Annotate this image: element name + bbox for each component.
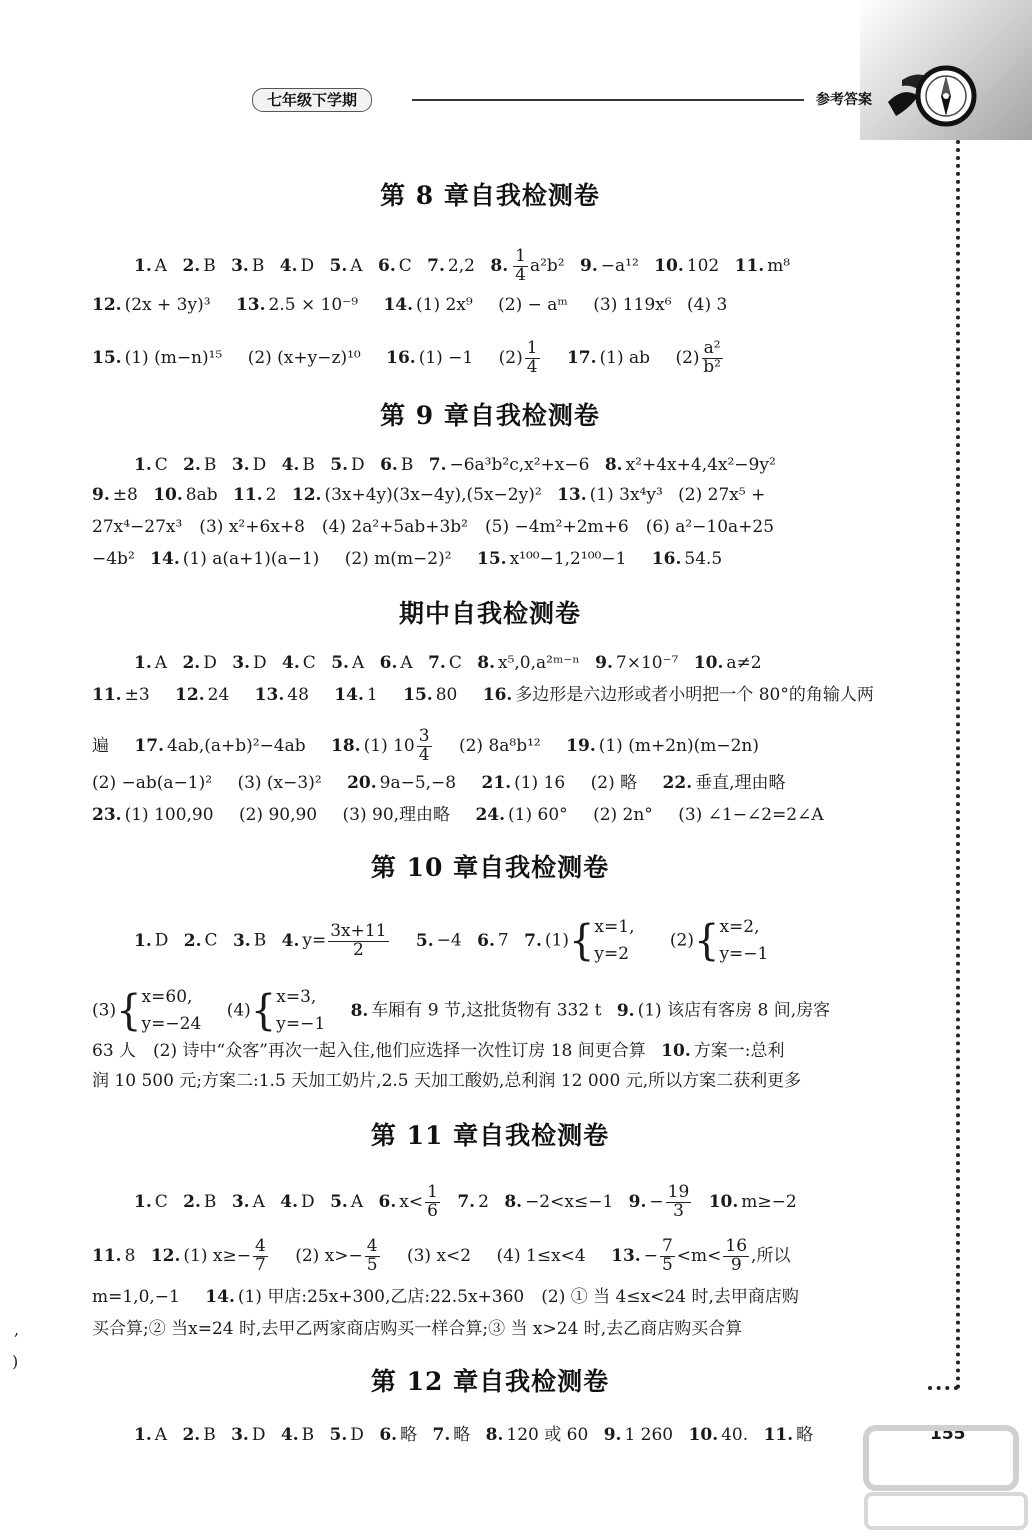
answer-line: 11. 8 12. (1) x≥− $\frac{4}{7}$ (2) x>− $\frac{4}{5}$ (3) x<2 (4) 1≤x<4 13. − $\frac{7}{5}$ <m< $\frac{16}{9}$ ,所以 bbox=[92, 1236, 791, 1275]
answer-line: (2) −ab(a−1)² (3) (x−3)² 20. 9a−5,−8 21. (1) 16 (2) 略 22. 垂直,理由略 bbox=[92, 773, 786, 793]
answer-line: 11. ±3 12. 24 13. 48 14. 1 15. 80 16. 多边形是六边形或者小明把一个 80°的角输人两 bbox=[92, 685, 874, 705]
answer-line: 润 10 500 元;方案二:1.5 天加工奶片,2.5 天加工酸奶,总利润 12 000 元,所以方案二获利更多 bbox=[92, 1071, 802, 1091]
compass-runner-icon bbox=[884, 56, 984, 136]
fraction: $\frac{3}{4}$ bbox=[418, 726, 430, 765]
answer-line: 9. ±8 10. 8ab 11. 2 12. (3x+4y)(3x−4y),(5x−2y)² 13. (1) 3x⁴y³ (2) 27x⁵ + bbox=[92, 485, 766, 505]
watermark-logo bbox=[860, 1420, 1032, 1536]
answer-line: −4b² 14. (1) a(a+1)(a−1) (2) m(m−2)² 15. x¹⁰⁰−1,2¹⁰⁰−1 16. 54.5 bbox=[92, 549, 723, 569]
equation-system: x=2, y=−1 bbox=[719, 917, 769, 965]
page-number: 155 bbox=[930, 1424, 966, 1444]
answer-line: 1. D 2. C 3. B 4. y= $\frac{3x+11}{2}$ 5. −4 6. 7 7. (1){ x=1, y=2 (2){ x=2, y=−1 bbox=[134, 914, 964, 968]
equation-system: x=1, y=2 bbox=[594, 917, 635, 965]
fraction: $\frac{\text{a²}}{\text{b²}}$ bbox=[703, 338, 721, 377]
answer-line: (3){ x=60, y=−24 (4){ x=3, y=−1 8. 车厢有 9 节,这批货物有 332 t 9. (1) 该店有客房 8 间,房客 bbox=[92, 984, 922, 1038]
fraction: $\frac{7}{5}$ bbox=[661, 1236, 673, 1275]
fraction: $\frac{1}{6}$ bbox=[427, 1182, 438, 1221]
answer-line: 15. (1) (m−n)¹⁵ (2) (x+y−z)¹⁰ 16. (1) −1 (2) $\frac{1}{4}$ 17. (1) ab (2) $\frac{\text{a²}}{\text{b²}}$ bbox=[92, 338, 721, 377]
fraction: $\frac{1}{4}$ bbox=[526, 338, 538, 377]
page-header bbox=[0, 0, 1032, 140]
header-rule bbox=[412, 99, 804, 101]
answer-line: 27x⁴−27x³ (3) x²+6x+8 (4) 2a²+5ab+3b² (5) −4m²+2m+6 (6) a²−10a+25 bbox=[92, 517, 775, 537]
section-title-ch8: 第 8 章自我检测卷 bbox=[380, 181, 600, 210]
margin-mark: ) bbox=[12, 1352, 19, 1371]
fraction: $\frac{4}{5}$ bbox=[366, 1236, 378, 1275]
fraction: $\frac{3x+11}{2}$ bbox=[330, 920, 387, 960]
answer-line: 23. (1) 100,90 (2) 90,90 (3) 90,理由略 24. (1) 60° (2) 2n° (3) ∠1−∠2=2∠A bbox=[92, 805, 824, 825]
answer-line: 1. C 2. B 3. A 4. D 5. A 6. x< $\frac{1}{6}$ 7. 2 8. −2<x≤−1 9. − $\frac{19}{3}$ 10. m≥−2 bbox=[134, 1182, 797, 1221]
answer-line: m=1,0,−1 14. (1) 甲店:25x+300,乙店:22.5x+360 (2) ① 当 4≤x<24 时,去甲商店购 bbox=[92, 1287, 799, 1307]
answer-line: 1. A 2. D 3. D 4. C 5. A 6. A 7. C 8. x⁵,0,a²ᵐ⁻ⁿ 9. 7×10⁻⁷ 10. a≠2 bbox=[134, 653, 762, 673]
equation-system: x=60, y=−24 bbox=[141, 987, 202, 1035]
margin-mark: , bbox=[14, 1320, 20, 1339]
fraction: $\frac{16}{9}$ bbox=[725, 1236, 748, 1275]
answer-line: 1. A 2. B 3. D 4. B 5. D 6. 略 7. 略 8. 120 或 60 9. 1 260 10. 40. 11. 略 bbox=[134, 1425, 814, 1445]
section-title-ch9: 第 9 章自我检测卷 bbox=[380, 401, 600, 430]
fraction: $\frac{4}{7}$ bbox=[254, 1236, 266, 1275]
answer-line: 买合算;② 当x=24 时,去甲乙两家商店购买一样合算;③ 当 x>24 时,去乙商店购买合算 bbox=[92, 1319, 743, 1339]
answer-line: 12. (2x + 3y)³ 13. 2.5 × 10⁻⁹ 14. (1) 2x⁹ (2) − aᵐ (3) 119x⁶ (4) 3 bbox=[92, 295, 728, 315]
answer-line: 1. A 2. B 3. B 4. D 5. A 6. C 7. 2,2 8. $\frac{1}{4}$ a²b² 9. −a¹² 10. 102 11. m⁸ bbox=[134, 246, 791, 285]
grade-label: 七年级下学期 bbox=[252, 88, 372, 112]
answers-label: 参考答案 bbox=[816, 92, 872, 108]
section-title-ch10: 第 10 章自我检测卷 bbox=[370, 853, 610, 882]
equation-system: x=3, y=−1 bbox=[276, 987, 326, 1035]
section-title-ch11: 第 11 章自我检测卷 bbox=[370, 1121, 610, 1150]
fraction: $\frac{1}{4}$ bbox=[515, 246, 526, 285]
section-title-ch12: 第 12 章自我检测卷 bbox=[370, 1367, 610, 1396]
answer-line: 1. C 2. B 3. D 4. B 5. D 6. B 7. −6a³b²c,x²+x−6 8. x²+4x+4,4x²−9y² bbox=[134, 455, 776, 475]
fraction: $\frac{19}{3}$ bbox=[667, 1182, 690, 1221]
answer-line: 遍 17. 4ab,(a+b)²−4ab 18. (1) 10 $\frac{3}{4}$ (2) 8a⁸b¹² 19. (1) (m+2n)(m−2n) bbox=[92, 726, 760, 765]
answer-line: 63 人 (2) 诗中“众客”再次一起入住,他们应选择一次性订房 18 间更合算 10. 方案一:总利 bbox=[92, 1041, 785, 1061]
section-title-midterm: 期中自我检测卷 bbox=[398, 599, 581, 628]
